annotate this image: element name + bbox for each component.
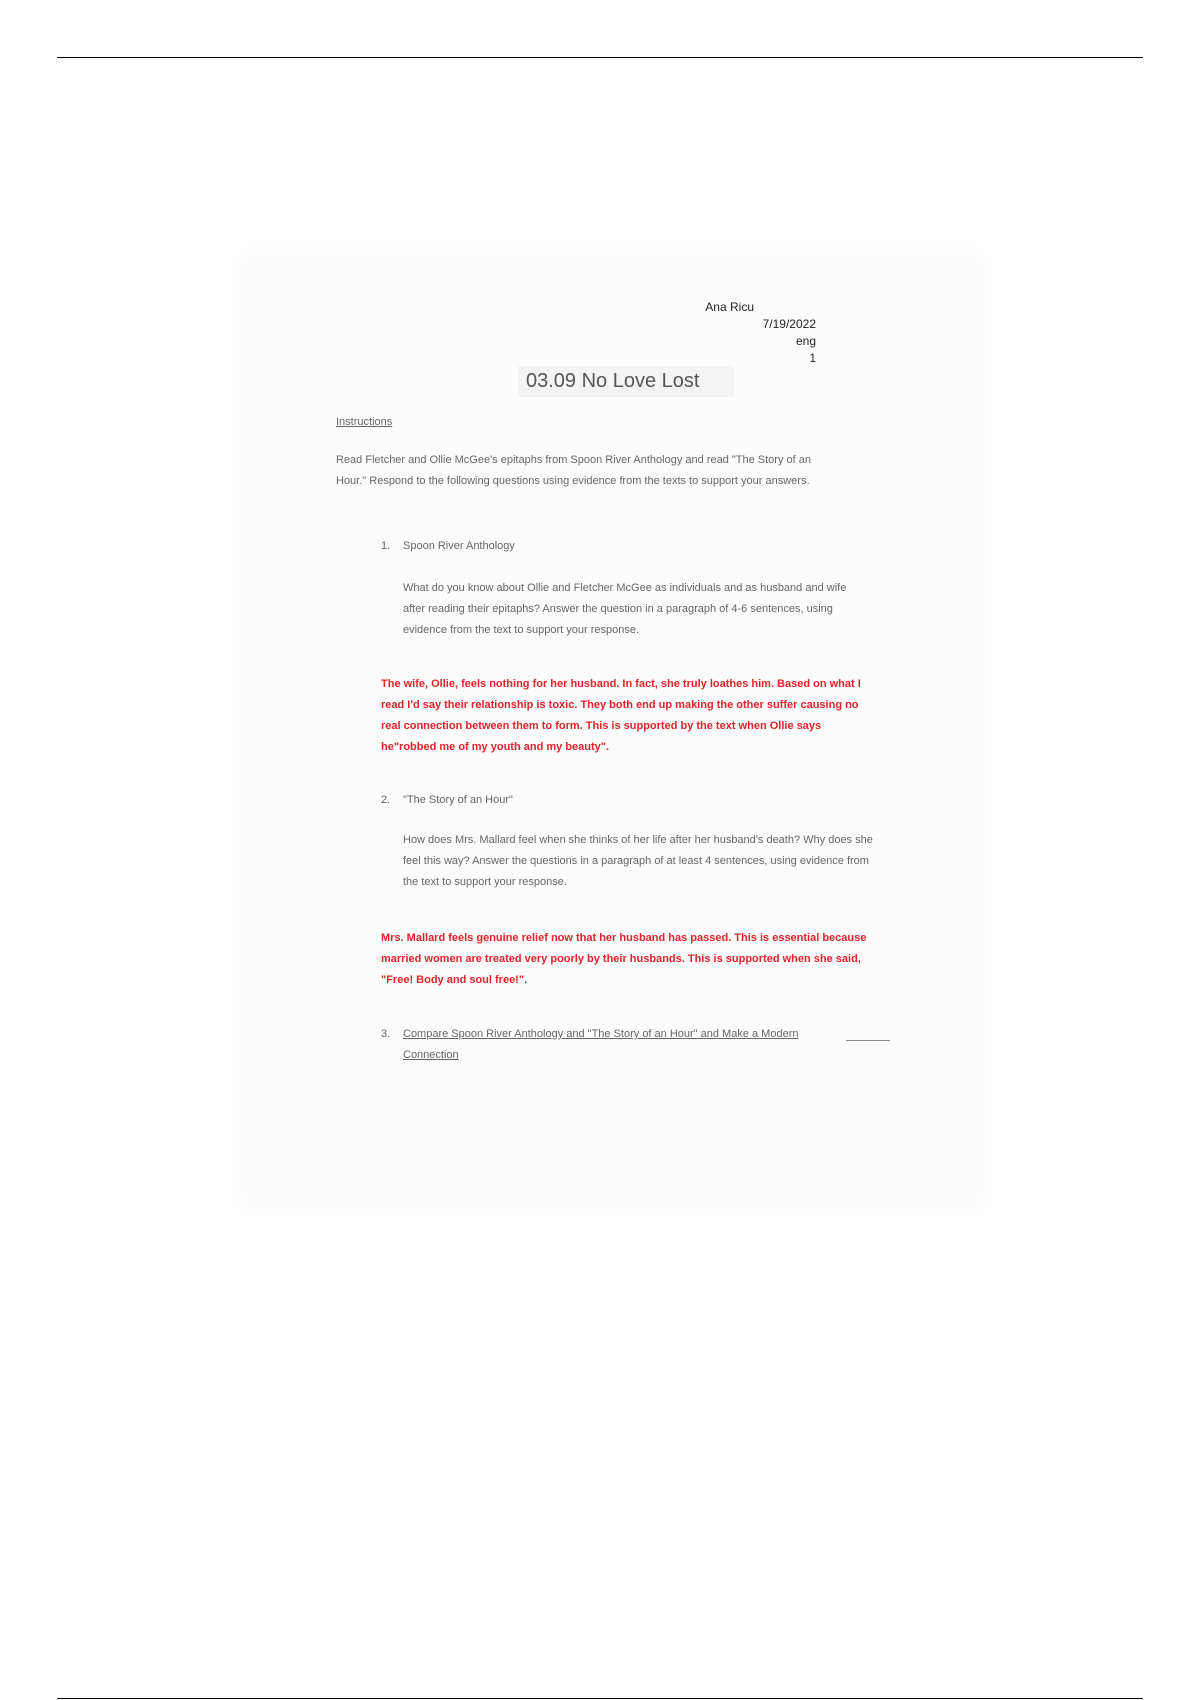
underline-extension — [846, 1040, 890, 1041]
top-rule — [57, 57, 1143, 58]
page-title: 03.09 No Love Lost — [518, 366, 734, 397]
instructions-text: Read Fletcher and Ollie McGee's epitaphs from Spoon River Anthology and read "The Story of an Hour." Respond to the following questions using evidence from the texts to support your answers. — [336, 454, 811, 487]
bottom-rule — [57, 1698, 1143, 1699]
student-name: Ana Ricu — [705, 300, 754, 314]
instructions-label: Instructions — [336, 416, 393, 428]
date: 7/19/2022 — [762, 317, 816, 331]
question-2-answer: Mrs. Mallard feels genuine relief now that her husband has passed. This is essential because married women are treated very poorly by their husbands. This is supported when she said, "Free! Body and soul free!". — [381, 932, 867, 986]
question-2-prompt: How does Mrs. Mallard feel when she thinks of her life after her husband's death? Why does she feel this way? Answer the questions in a paragraph of at least 4 sentences, using evidence from the text to support your response. — [403, 834, 873, 888]
question-1-answer: The wife, Ollie, feels nothing for her husband. In fact, she truly loathes him. Based on what I read I'd say their relationship is toxic. They both end up making the other suffer causing no real connection between them to form. This is supported by the text when Ollie says he"robbed me of my youth and my beauty". — [381, 678, 861, 753]
question-1-prompt: What do you know about Ollie and Fletcher McGee as individuals and as husband and wife after reading their epitaphs? Answer the question in a paragraph of 4-6 sentences, using evidence from the text to support your response. — [403, 582, 847, 636]
question-3-number: 3. — [381, 1028, 391, 1040]
scanned-page — [248, 258, 976, 1202]
course: eng — [795, 334, 816, 348]
question-3-title: Compare Spoon River Anthology and "The Story of an Hour" and Make a Modern Connection — [403, 1028, 799, 1061]
question-2-number: 2. — [381, 794, 391, 806]
period: 1 — [809, 351, 816, 365]
question-1-title: Spoon River Anthology — [403, 540, 515, 552]
question-1-number: 1. — [381, 540, 391, 552]
question-2-title: "The Story of an Hour" — [403, 794, 513, 806]
